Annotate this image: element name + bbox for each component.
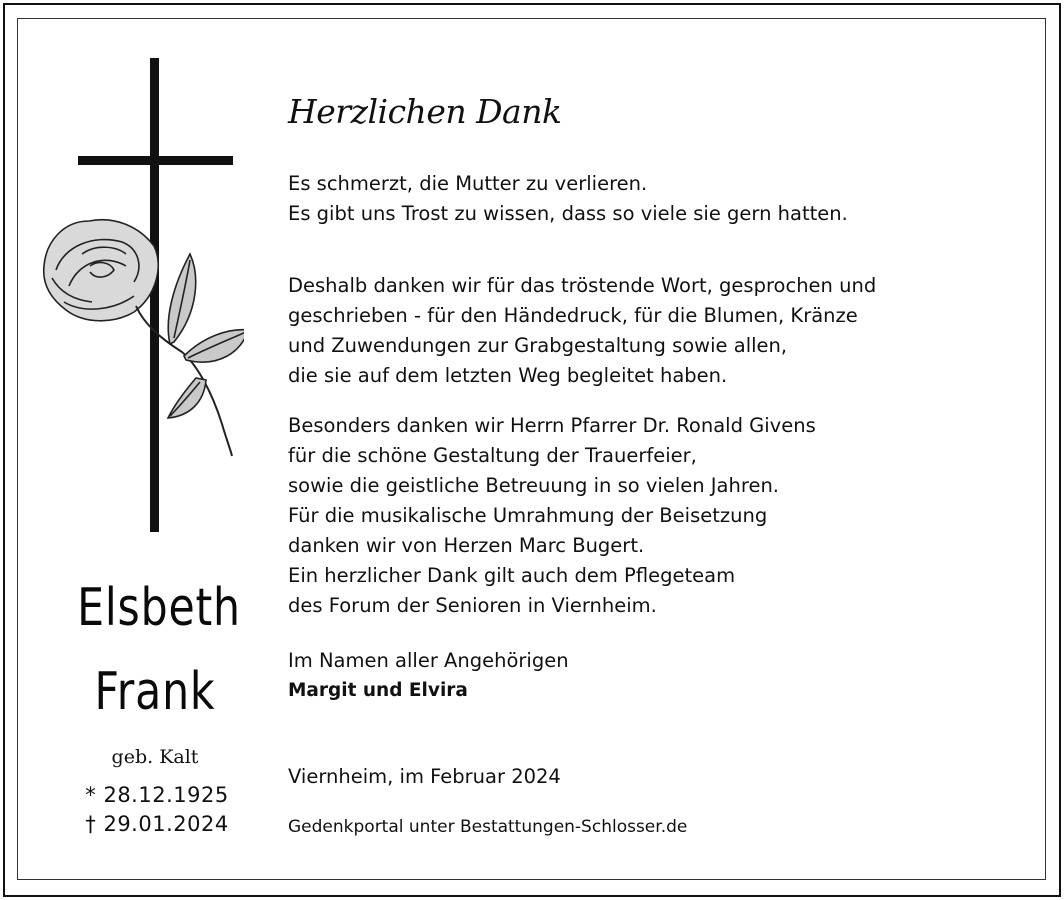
text-line: Deshalb danken wir für das tröstende Wort, gesprochen und [288, 274, 877, 297]
deceased-first-name: Elsbeth [77, 578, 241, 638]
heading-title: Herzlichen Dank [288, 92, 562, 131]
birth-name: geb. Kalt [111, 746, 199, 768]
text-line: Es gibt uns Trost zu wissen, dass so viele sie gern hatten. [288, 202, 848, 225]
paragraph-special-thanks [288, 411, 816, 621]
birth-date: * 28.12.1925 [85, 783, 229, 807]
text-line: des Forum der Senioren in Viernheim. [288, 594, 657, 617]
memorial-portal: Gedenkportal unter Bestattungen-Schlosser.de [288, 817, 688, 837]
place-date: Viernheim, im Februar 2024 [288, 765, 561, 788]
paragraph-thanks [288, 271, 876, 391]
deceased-last-name: Frank [94, 662, 216, 722]
text-line: Ein herzlicher Dank gilt auch dem Pflegeteam [288, 564, 736, 587]
text-line: danken wir von Herzen Marc Bugert. [288, 534, 645, 557]
signoff-names: Margit und Elvira [288, 680, 468, 701]
rose-icon [44, 220, 244, 456]
signoff-line: Im Namen aller Angehörigen [288, 649, 569, 672]
signoff [288, 646, 569, 706]
text-line: die sie auf dem letzten Weg begleitet haben. [288, 364, 728, 387]
paragraph-loss [288, 169, 848, 229]
text-line: Es schmerzt, die Mutter zu verlieren. [288, 172, 648, 195]
cross-rose-illustration [34, 56, 244, 536]
text-line: und Zuwendungen zur Grabgestaltung sowie allen, [288, 334, 788, 357]
text-line: geschrieben - für den Händedruck, für die Blumen, Kränze [288, 304, 858, 327]
death-date: † 29.01.2024 [85, 812, 229, 836]
text-line: Für die musikalische Umrahmung der Beisetzung [288, 504, 768, 527]
text-line: sowie die geistliche Betreuung in so vielen Jahren. [288, 474, 780, 497]
text-line: Besonders danken wir Herrn Pfarrer Dr. Ronald Givens [288, 414, 816, 437]
text-line: für die schöne Gestaltung der Trauerfeier, [288, 444, 697, 467]
